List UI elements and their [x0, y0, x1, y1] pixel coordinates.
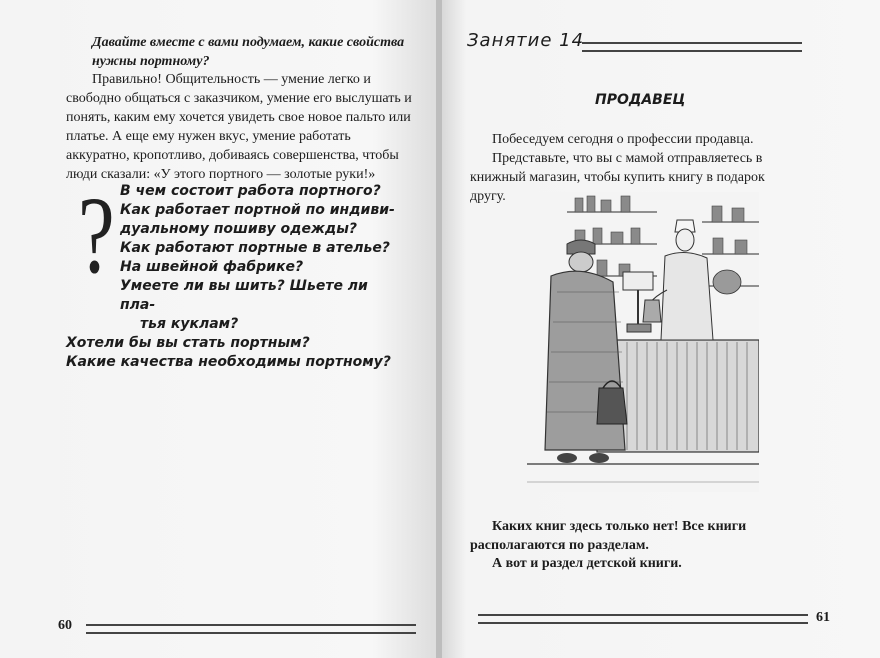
question-line: Хотели бы вы стать портным? — [66, 335, 310, 351]
footer-rule — [86, 624, 416, 634]
book-gutter — [436, 0, 442, 658]
question-mark-icon: ? — [78, 174, 115, 296]
question-line: На швейной фабрике? — [120, 259, 304, 275]
paragraph: Представьте, что вы с мамой отправляетесь в книжный магазин, чтобы купить книгу в подарок другу. — [470, 151, 765, 204]
question-line: Умеете ли вы шить? Шьете ли пла- — [120, 278, 368, 313]
question-line: Какие качества необходимы портному? — [66, 354, 391, 370]
question-line: дуальному пошиву одежды? — [120, 221, 357, 237]
section-title: ПРОДАВЕЦ — [595, 92, 686, 108]
footer-rule — [478, 614, 808, 624]
question-line: Как работает портной по индиви- — [120, 202, 395, 218]
question-line: В чем состоит работа портного? — [120, 183, 381, 199]
lesson-title: Занятие 14 — [467, 30, 585, 51]
header-rule — [582, 42, 802, 52]
intro-question: Давайте вместе с вами подумаем, какие свойства нужны портному? — [92, 35, 405, 69]
page-number-left: 60 — [58, 618, 72, 633]
question-line: тья куклам? — [140, 316, 239, 332]
paragraph: Каких книг здесь только нет! Все книги располагаются по разделам. — [470, 519, 747, 553]
paragraph: А вот и раздел детской книги. — [492, 556, 682, 571]
intro-paragraph: Правильно! Общительность — умение легко и свободно общаться с заказчиком, умение его выслушать и понять, каким ему хочется увидеть свое новое пальто или платье. А еще ему нужен вкус, умение работать аккуратно, кропотливо, добиваясь совершенства, чтобы люди сказали: «У этого портного — золотые руки!» — [66, 72, 412, 182]
question-list — [66, 174, 396, 372]
shop-counter-illustration — [527, 192, 759, 492]
paragraph: Побеседуем сегодня о профессии продавца. — [492, 132, 754, 147]
page-number-right: 61 — [816, 610, 830, 625]
question-line: Как работают портные в ателье? — [120, 240, 390, 256]
